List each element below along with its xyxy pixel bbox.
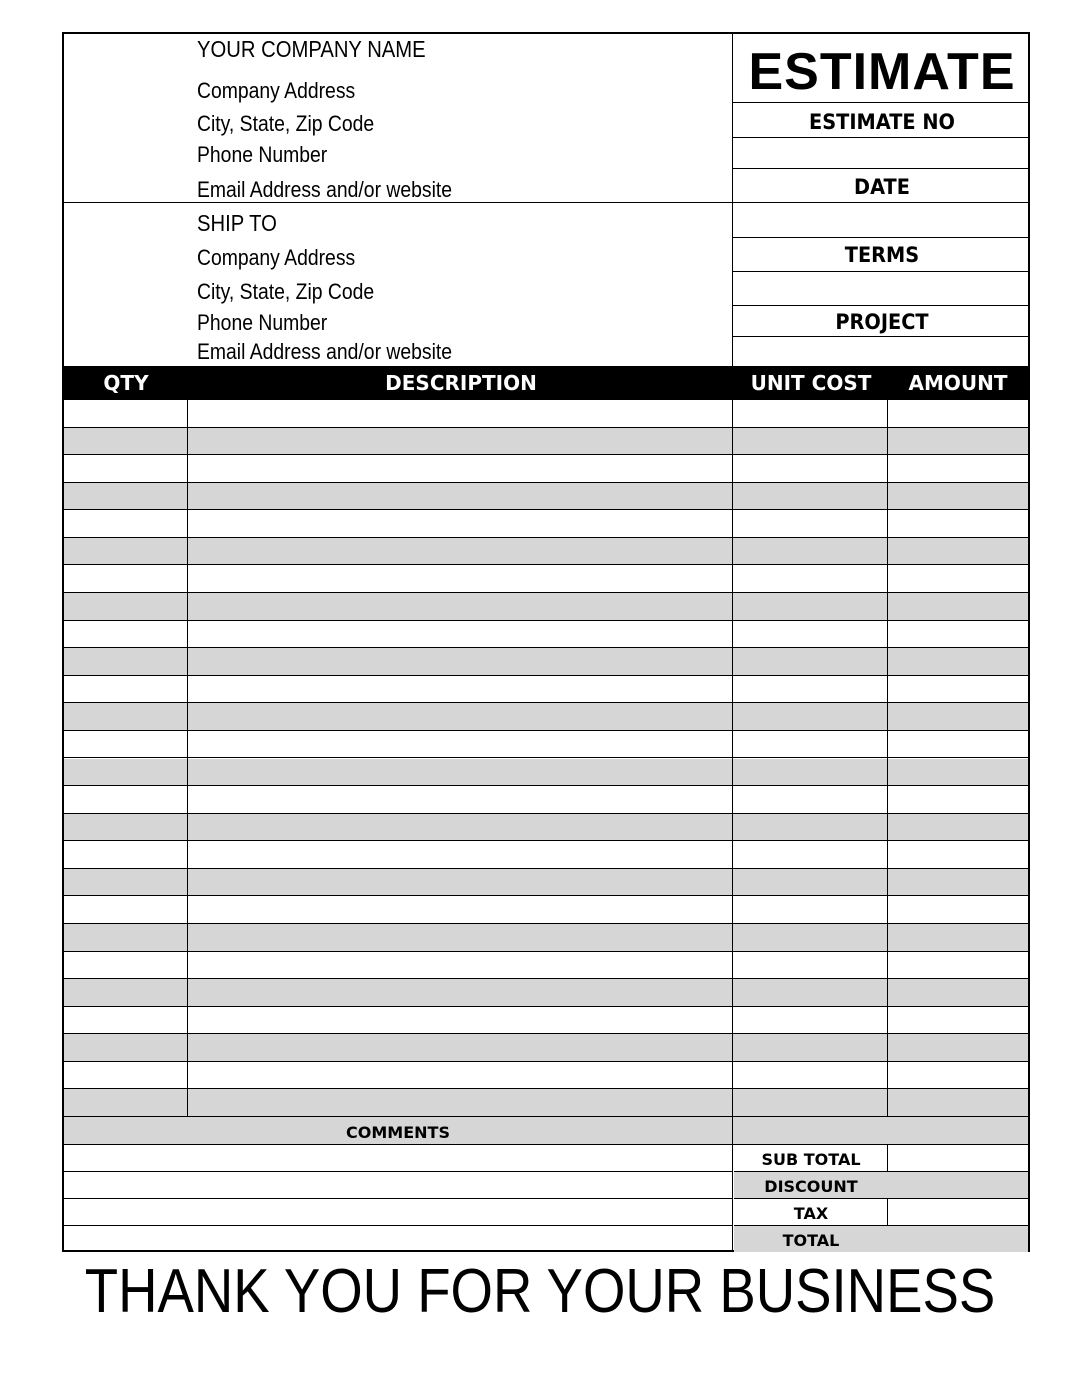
table-row[interactable] [64, 759, 1028, 787]
divider [732, 137, 1030, 138]
divider [64, 202, 732, 203]
table-row[interactable] [64, 565, 1028, 593]
header-amount: AMOUNT [908, 371, 1008, 395]
table-row[interactable] [64, 703, 1028, 731]
total-label: TOTAL [782, 1231, 840, 1250]
divider [732, 305, 1030, 306]
comments-line[interactable] [64, 1145, 732, 1172]
line-items [64, 400, 1028, 1117]
header-qty: QTY [103, 371, 149, 395]
estimate-form [62, 32, 1030, 1252]
panel-divider [732, 34, 733, 366]
estimate-no-field[interactable] [734, 139, 1028, 167]
estimate-no-label: ESTIMATE NO [809, 110, 955, 134]
document-title: ESTIMATE [748, 43, 1016, 101]
ship-to-email: Email Address and/or website [197, 339, 453, 364]
table-row[interactable] [64, 400, 1028, 428]
company-name: YOUR COMPANY NAME [197, 36, 426, 62]
table-row[interactable] [64, 896, 1028, 924]
column-divider [732, 1117, 733, 1252]
comments-line[interactable] [64, 1172, 732, 1199]
table-row[interactable] [64, 621, 1028, 649]
header-description: DESCRIPTION [385, 371, 537, 395]
company-email: Email Address and/or website [197, 177, 453, 202]
divider [732, 202, 1030, 203]
date-label: DATE [854, 175, 910, 199]
table-row[interactable] [64, 428, 1028, 456]
divider [732, 271, 1030, 272]
table-row[interactable] [64, 786, 1028, 814]
divider [732, 168, 1030, 169]
table-row[interactable] [64, 869, 1028, 897]
discount-label: DISCOUNT [764, 1177, 858, 1196]
table-row[interactable] [64, 1007, 1028, 1035]
divider [732, 102, 1030, 103]
header-unit-cost: UNIT COST [750, 371, 872, 395]
table-row[interactable] [64, 593, 1028, 621]
date-field[interactable] [734, 204, 1028, 236]
divider [732, 237, 1030, 238]
table-row[interactable] [64, 676, 1028, 704]
ship-to-label: SHIP TO [197, 210, 277, 236]
table-row[interactable] [64, 841, 1028, 869]
terms-field[interactable] [734, 273, 1028, 305]
terms-label: TERMS [844, 243, 920, 267]
project-field[interactable] [734, 338, 1028, 365]
table-row[interactable] [64, 952, 1028, 980]
table-row[interactable] [64, 731, 1028, 759]
comments-line[interactable] [64, 1199, 732, 1226]
company-address: Company Address [197, 78, 356, 103]
comments-label: COMMENTS [346, 1123, 450, 1142]
table-row[interactable] [64, 455, 1028, 483]
ship-to-address: Company Address [197, 245, 356, 270]
subtotal-label: SUB TOTAL [761, 1150, 861, 1169]
comments-line[interactable] [64, 1226, 732, 1252]
table-row[interactable] [64, 979, 1028, 1007]
company-city: City, State, Zip Code [197, 111, 375, 136]
tax-label: TAX [793, 1204, 829, 1223]
company-phone: Phone Number [197, 142, 328, 167]
table-row[interactable] [64, 538, 1028, 566]
table-row[interactable] [64, 510, 1028, 538]
table-row[interactable] [64, 1034, 1028, 1062]
table-row[interactable] [64, 1062, 1028, 1090]
thank-you-footer: THANK YOU FOR YOUR BUSINESS [84, 1257, 996, 1326]
table-header [64, 366, 1028, 400]
project-label: PROJECT [835, 310, 929, 334]
divider [732, 336, 1030, 337]
table-row[interactable] [64, 1089, 1028, 1117]
column-divider [187, 400, 188, 1117]
table-row[interactable] [64, 924, 1028, 952]
table-row[interactable] [64, 814, 1028, 842]
ship-to-city: City, State, Zip Code [197, 279, 375, 304]
table-row[interactable] [64, 483, 1028, 511]
table-row[interactable] [64, 648, 1028, 676]
ship-to-phone: Phone Number [197, 310, 328, 335]
